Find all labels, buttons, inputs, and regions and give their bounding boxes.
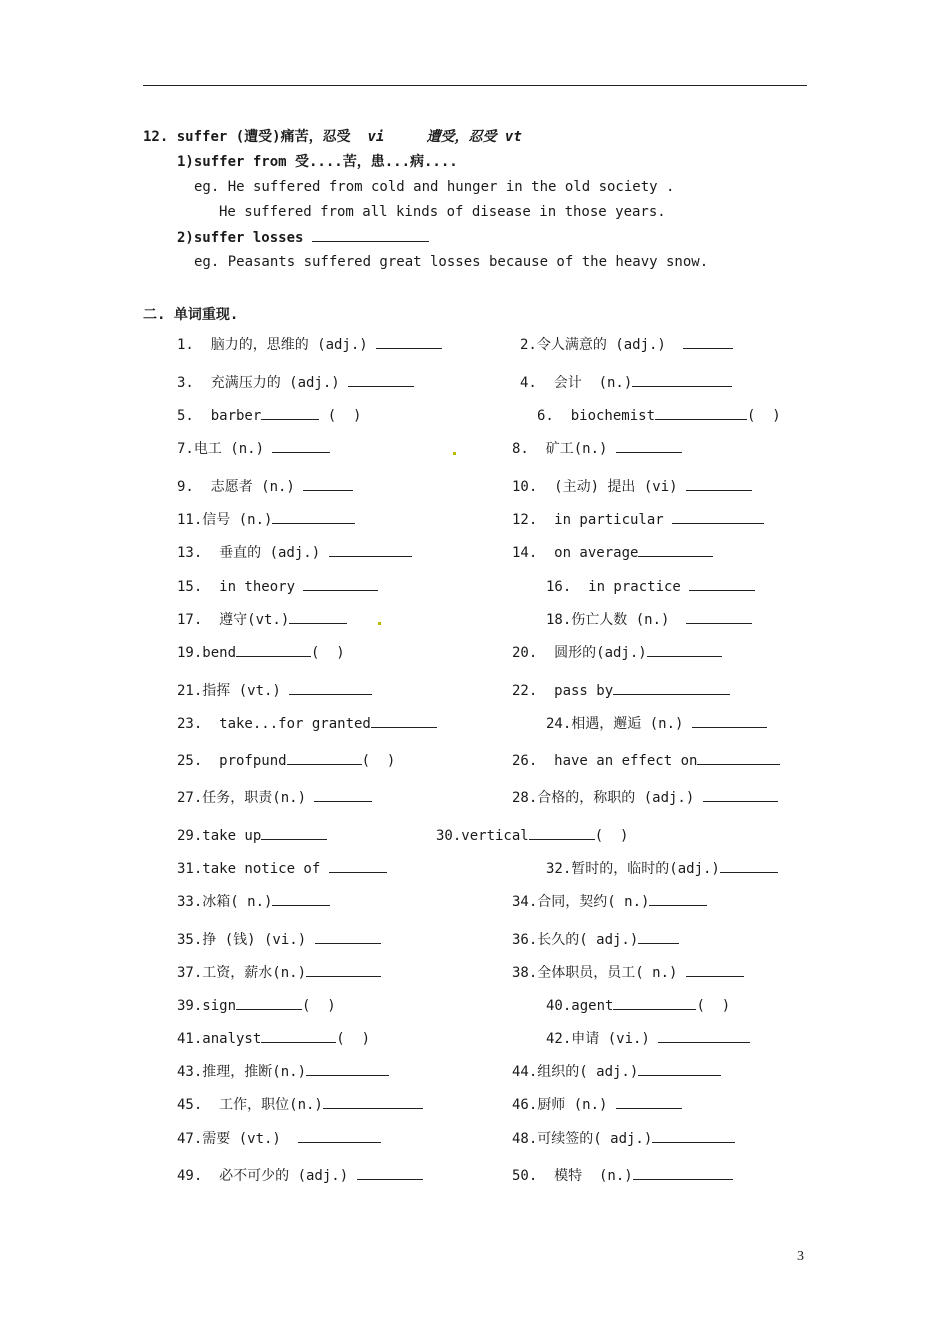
answer-blank[interactable] <box>261 1029 336 1043</box>
answer-blank[interactable] <box>672 510 764 524</box>
answer-blank[interactable] <box>703 788 778 802</box>
answer-blank[interactable] <box>272 439 330 453</box>
pos-vt: vt <box>504 129 522 145</box>
heading-meaning: (遭受)痛苦，忍受 <box>235 129 351 145</box>
answer-blank[interactable] <box>647 643 722 657</box>
section-12-heading <box>143 128 522 146</box>
stray-mark <box>378 622 381 625</box>
answer-paren[interactable]: ( ) <box>747 408 781 424</box>
vocab-item: 38.全体职员，员工( n.) <box>512 963 744 982</box>
answer-blank[interactable] <box>289 610 347 624</box>
vocab-item: 20. 圆形的(adj.) <box>512 643 722 662</box>
vocab-item: 40.agent ( ) <box>546 998 731 1014</box>
answer-blank[interactable] <box>315 930 381 944</box>
answer-blank[interactable] <box>272 510 355 524</box>
vocab-item: 41.analyst ( ) <box>177 1031 371 1047</box>
answer-blank[interactable] <box>686 963 744 977</box>
vocab-item: 36.长久的( adj.) <box>512 930 679 949</box>
answer-blank[interactable] <box>638 930 679 944</box>
vocab-item: 29.take up <box>177 826 327 845</box>
vocab-item: 17. 遵守(vt.) <box>177 610 347 629</box>
vocab-item: 32.暂时的，临时的(adj.) <box>546 859 778 878</box>
stray-mark <box>453 452 456 455</box>
heading-word: suffer <box>176 129 228 145</box>
answer-blank[interactable] <box>272 892 330 906</box>
vocab-item: 15. in theory <box>177 577 378 596</box>
answer-blank[interactable] <box>357 1166 423 1180</box>
answer-blank[interactable] <box>613 681 730 695</box>
answer-paren[interactable]: ( ) <box>361 753 396 769</box>
vocab-item: 44.组织的( adj.) <box>512 1062 721 1081</box>
vocab-item: 12. in particular <box>512 510 764 529</box>
vocab-item: 5. barber ( ) <box>177 408 362 424</box>
answer-blank[interactable] <box>652 1129 735 1143</box>
answer-blank[interactable] <box>348 373 414 387</box>
answer-blank[interactable] <box>371 714 437 728</box>
answer-blank[interactable] <box>638 1062 721 1076</box>
vocab-item: 10. (主动) 提出 (vi) <box>512 477 752 496</box>
answer-blank[interactable] <box>298 1129 381 1143</box>
example-3: eg. Peasants suffered great losses because of the heavy snow. <box>194 254 709 270</box>
vocab-item: 21.指挥 (vt.) <box>177 681 372 700</box>
vocab-item: 43.推理，推断(n.) <box>177 1062 389 1081</box>
vocab-item: 49. 必不可少的 (adj.) <box>177 1166 423 1185</box>
answer-blank[interactable] <box>697 751 780 765</box>
answer-paren[interactable]: ( ) <box>336 1031 371 1047</box>
answer-blank[interactable] <box>686 610 752 624</box>
answer-paren[interactable]: ( ) <box>696 998 731 1014</box>
example-1: eg. He suffered from cold and hunger in the old society . <box>194 179 675 195</box>
answer-blank[interactable] <box>312 228 429 242</box>
answer-paren[interactable]: ( ) <box>302 998 336 1014</box>
answer-blank[interactable] <box>323 1095 423 1109</box>
vocab-item: 27.任务，职责(n.) <box>177 788 372 807</box>
heading-meaning-2: 遭受，忍受 <box>426 129 497 145</box>
answer-blank[interactable] <box>689 577 755 591</box>
sub-item-2 <box>177 228 429 247</box>
vocab-item: 13. 垂直的 (adj.) <box>177 543 412 562</box>
page-number: 3 <box>797 1249 804 1264</box>
vocab-item: 42.申请 (vi.) <box>546 1029 750 1048</box>
vocab-item: 46.厨师 (n.) <box>512 1095 682 1114</box>
vocab-item: 9. 志愿者 (n.) <box>177 477 353 496</box>
answer-blank[interactable] <box>376 335 442 349</box>
answer-blank[interactable] <box>261 406 319 420</box>
vocab-item: 19.bend ( ) <box>177 645 345 661</box>
answer-blank[interactable] <box>658 1029 750 1043</box>
vocab-item: 18.伤亡人数 (n.) <box>546 610 752 629</box>
vocab-item: 16. in practice <box>546 577 755 596</box>
vocab-item: 14. on average <box>512 543 713 562</box>
vocab-item: 39.sign ( ) <box>177 998 336 1014</box>
answer-paren[interactable]: ( ) <box>594 828 629 844</box>
vocab-item: 37.工资，薪水(n.) <box>177 963 381 982</box>
answer-blank[interactable] <box>529 826 595 840</box>
vocab-item: 3. 充满压力的 (adj.) <box>177 373 414 392</box>
vocab-item: 25. profpund ( ) <box>177 753 396 769</box>
vocab-item: 8. 矿工(n.) <box>512 439 682 458</box>
heading-number: 12. <box>143 129 169 145</box>
answer-blank[interactable] <box>306 963 381 977</box>
vocab-item: 4. 会计 (n.) <box>520 373 732 392</box>
sub-item-1: 1)suffer from 受....苦，患...病.... <box>177 154 458 170</box>
vocab-item: 7.电工 (n.) <box>177 439 330 458</box>
answer-blank[interactable] <box>616 439 682 453</box>
answer-blank[interactable] <box>632 373 732 387</box>
answer-blank[interactable] <box>692 714 767 728</box>
vocab-item: 47.需要 (vt.) <box>177 1129 381 1148</box>
answer-blank[interactable] <box>655 406 747 420</box>
vocab-item: 31.take notice of <box>177 859 387 878</box>
vocab-item: 1. 脑力的，思维的 (adj.) <box>177 335 442 354</box>
answer-blank[interactable] <box>329 859 387 873</box>
vocab-item: 50. 模特 (n.) <box>512 1166 733 1185</box>
answer-blank[interactable] <box>683 335 733 349</box>
sub-item-2-text: 2)suffer losses <box>177 230 304 246</box>
vocab-item: 22. pass by <box>512 681 730 700</box>
answer-blank[interactable] <box>261 826 327 840</box>
answer-blank[interactable] <box>303 577 378 591</box>
vocab-item: 6. biochemist ( ) <box>537 408 781 424</box>
answer-blank[interactable] <box>287 751 362 765</box>
answer-blank[interactable] <box>638 543 713 557</box>
answer-blank[interactable] <box>720 859 778 873</box>
answer-paren[interactable]: ( ) <box>327 408 362 424</box>
answer-blank[interactable] <box>303 477 353 491</box>
example-2: He suffered from all kinds of disease in those years. <box>219 204 666 220</box>
answer-blank[interactable] <box>314 788 372 802</box>
answer-blank[interactable] <box>633 1166 733 1180</box>
answer-blank[interactable] <box>613 996 696 1010</box>
vocab-item: 33.冰箱( n.) <box>177 892 330 911</box>
vocab-item: 26. have an effect on <box>512 751 780 770</box>
vocab-item: 24.相遇，邂逅 (n.) <box>546 714 767 733</box>
vocab-item: 34.合同，契约( n.) <box>512 892 707 911</box>
vocab-item: 45. 工作，职位(n.) <box>177 1095 423 1114</box>
vocab-item: 35.挣 (钱) (vi.) <box>177 930 381 949</box>
section-2-title: 二. 单词重现. <box>143 307 239 323</box>
answer-blank[interactable] <box>236 996 302 1010</box>
answer-blank[interactable] <box>306 1062 389 1076</box>
answer-blank[interactable] <box>236 643 311 657</box>
vocab-item: 28.合格的，称职的 (adj.) <box>512 788 778 807</box>
answer-blank[interactable] <box>329 543 412 557</box>
vocab-item: 11.信号 (n.) <box>177 510 355 529</box>
vocab-item: 23. take...for granted <box>177 714 437 733</box>
answer-blank[interactable] <box>616 1095 682 1109</box>
answer-blank[interactable] <box>686 477 752 491</box>
vocab-item: 48.可续签的( adj.) <box>512 1129 735 1148</box>
answer-blank[interactable] <box>289 681 372 695</box>
pos-vi: vi <box>367 129 385 145</box>
vocab-item: 2.令人满意的 (adj.) <box>520 335 733 354</box>
answer-paren[interactable]: ( ) <box>311 645 345 661</box>
answer-blank[interactable] <box>649 892 707 906</box>
header-rule <box>143 85 807 86</box>
vocab-item: 30.vertical ( ) <box>436 828 629 844</box>
